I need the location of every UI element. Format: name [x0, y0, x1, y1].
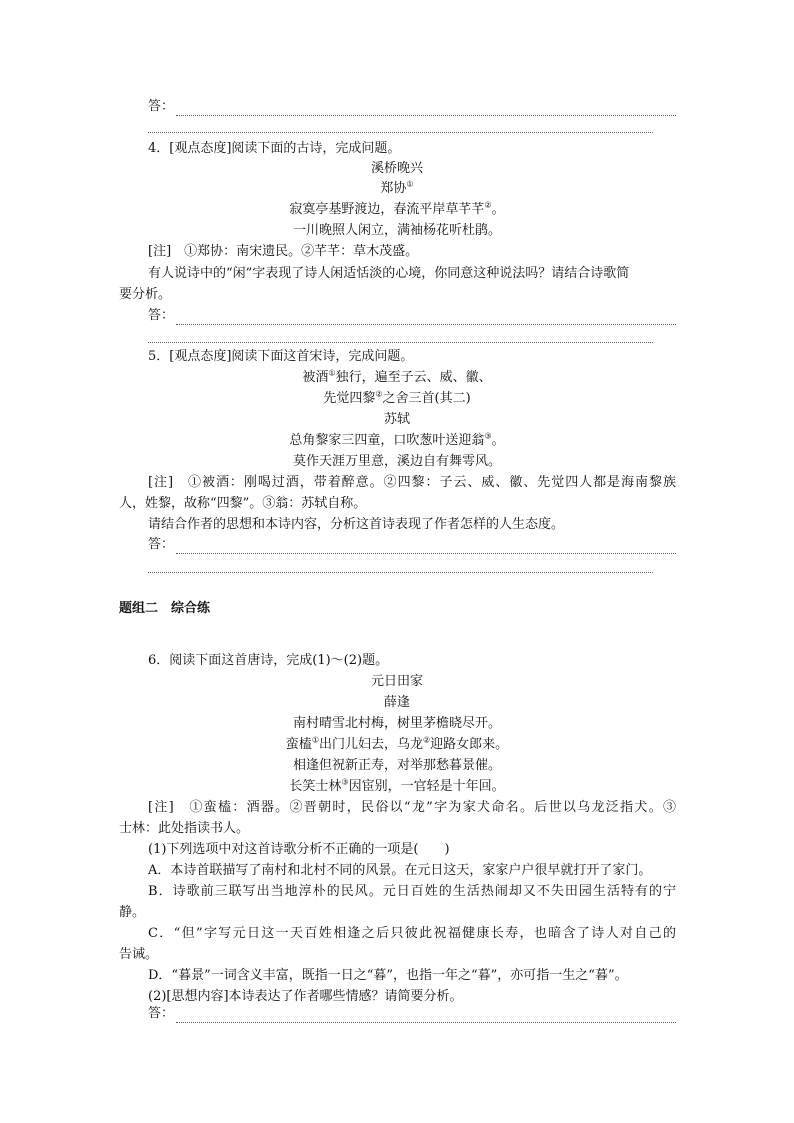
q4-note: [注] ①郑协：南宋遗民。②芊芊：草木茂盛。 [148, 244, 419, 259]
q6-note-line-1: [注] ①蛮榼：酒器。②晋朝时，民俗以“龙”字为家犬命名。后世以乌龙泛指犬。③ [148, 800, 676, 815]
poem-text: 。 [491, 202, 505, 217]
answer-label: 答： [148, 537, 175, 552]
q4-question-line-2: 要分析。 [119, 287, 172, 302]
q4-heading: 4．[观点态度]阅读下面的古诗，完成问题。 [148, 141, 401, 156]
answer-label: 答： [148, 1006, 175, 1021]
q6-note-line-2: 士林：此处指读书人。 [119, 821, 250, 836]
q4-poem-line-1 [0, 201, 794, 219]
q6-option-c-line-1: C．“但”字写元日这一天百姓相逢之后只彼此祝福健康长寿，也暗含了诗人对自己的 [148, 926, 676, 941]
poem-text: 被酒 [302, 370, 329, 385]
q4-question-line-1: 有人说诗中的“闲”字表现了诗人闲适恬淡的心境，你同意这种说法吗？请结合诗歌简 [148, 266, 630, 281]
note-marker: ③ [484, 431, 492, 441]
group2-title: 题组二 综合练 [119, 601, 211, 616]
poem-text: 出门儿妇去，乌龙 [318, 737, 423, 752]
note-marker: ① [328, 368, 336, 378]
q6-heading: 6．阅读下面这首唐诗，完成(1)～(2)题。 [148, 653, 389, 668]
q5-poem-line-2: 莫作天涯万里意，溪边自有舞雩风。 [292, 454, 501, 469]
q4-poem-line-2: 一川晚照人闲立，满袖杨花听杜鹃。 [292, 223, 501, 238]
answer-label: 答： [148, 99, 175, 114]
q6-subquestion-1: (1)下列选项中对这首诗歌分析不正确的一项是( ) [148, 842, 450, 857]
q6-poem-line-3: 相逢但祝新正寿，对举那愁暮景催。 [292, 758, 501, 773]
q6-poem-title: 元日田家 [370, 674, 423, 689]
poem-text: 寂寞亭基野渡边，春流平岸草芊芊 [289, 202, 485, 217]
note-marker: ② [375, 389, 383, 399]
answer-dotted-line [176, 103, 676, 116]
poem-text: 总角黎家三四童，口吹葱叶送迎翁 [289, 433, 485, 448]
q5-note-line-2: 人，姓黎，故称“四黎”。③翁：苏轼自称。 [119, 496, 367, 511]
answer-line[interactable] [148, 98, 676, 116]
q5-heading: 5．[观点态度]阅读下面这首宋诗，完成问题。 [148, 349, 414, 364]
answer-line[interactable] [148, 307, 676, 325]
poem-text: 。 [491, 433, 505, 448]
note-marker: ① [406, 179, 414, 189]
note-marker: ② [423, 735, 431, 745]
poem-text: 因宦别，一官轻是十年回。 [348, 779, 505, 794]
q4-author-name: 郑协 [380, 181, 407, 196]
q6-option-c-line-2: 告诫。 [119, 947, 159, 962]
note-marker: ② [484, 200, 492, 210]
poem-text: 蛮榼 [285, 737, 312, 752]
poem-text: 之舍三首(其二) [382, 391, 471, 406]
q5-poem-title-line-1 [0, 369, 794, 387]
q6-subquestion-2: (2)[思想内容]本诗表达了作者哪些情感？请简要分析。 [148, 989, 463, 1004]
q6-option-b-line-2: 静。 [119, 905, 146, 920]
answer-dotted-line [148, 341, 653, 343]
q5-author: 苏轼 [383, 412, 410, 427]
answer-dotted-line [176, 541, 676, 554]
q5-poem-line-1 [0, 432, 794, 450]
q6-poem-line-2 [0, 736, 794, 754]
poem-text: 独行，遍至子云、威、徽、 [335, 370, 492, 385]
q6-poem-line-4 [0, 778, 794, 796]
q4-poem-title: 溪桥晚兴 [370, 161, 423, 176]
q6-option-d: D．“暮景”一词含义丰富，既指一日之“暮”，也指一年之“暮”，亦可指一生之“暮”。 [148, 968, 628, 983]
q6-poem-line-1: 南村晴雪北村梅，树里茅檐晓尽开。 [292, 716, 501, 731]
q5-note-line-1: [注] ①被酒：刚喝过酒，带着醉意。②四黎：子云、威、徽、先觉四人都是海南黎族 [148, 475, 676, 490]
q5-poem-title-line-2 [0, 390, 794, 408]
answer-line[interactable] [148, 1005, 676, 1023]
q6-author: 薛逢 [383, 695, 410, 710]
q6-option-a: A．本诗首联描写了南村和北村不同的风景。在元日这天，家家户户很早就打开了家门。 [148, 863, 652, 878]
poem-text: 长笑士林 [289, 779, 342, 794]
answer-dotted-line [148, 131, 653, 133]
q4-author [0, 180, 794, 198]
q6-option-b-line-1: B．诗歌前三联写出当地淳朴的民风。元日百姓的生活热闹却又不失田园生活特有的宁 [148, 884, 676, 899]
note-marker: ③ [341, 777, 349, 787]
poem-text: 先觉四黎 [323, 391, 376, 406]
note-marker: ① [311, 735, 319, 745]
answer-dotted-line [176, 312, 676, 325]
answer-label: 答： [148, 308, 175, 323]
answer-dotted-line [176, 1010, 676, 1023]
poem-text: 迎路女郎来。 [430, 737, 509, 752]
answer-dotted-line [148, 571, 653, 573]
answer-line[interactable] [148, 536, 676, 554]
q5-question: 请结合作者的思想和本诗内容，分析这首诗表现了作者怎样的人生态度。 [148, 517, 565, 532]
